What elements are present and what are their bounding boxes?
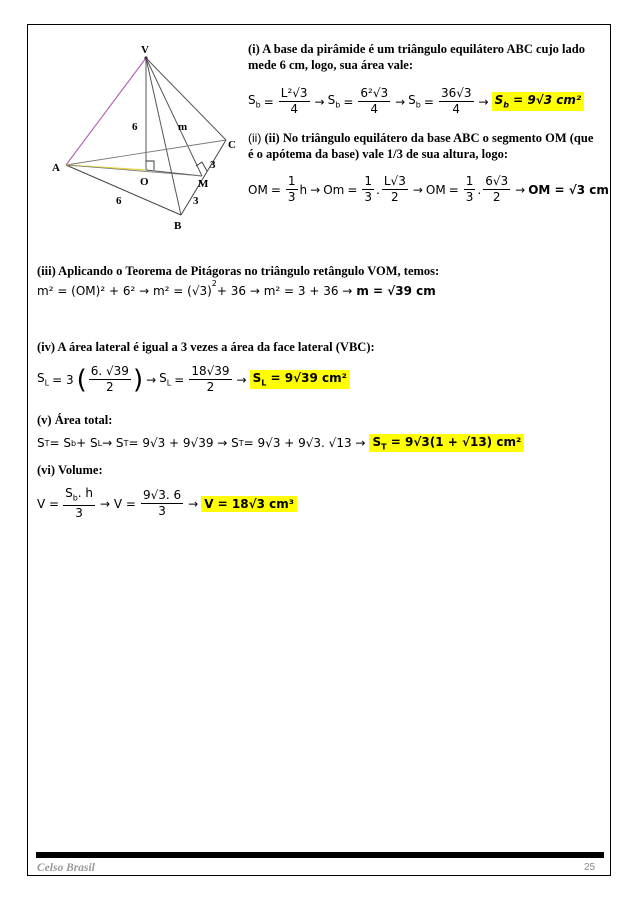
fraction-Lroot3-over-2: $\frac{L√3}{2}$: [383, 174, 406, 204]
label-m: m: [178, 121, 188, 133]
edge-VA: [66, 58, 146, 165]
sl-symbol: $S_L$: [159, 371, 172, 388]
section-iii-equation: [37, 278, 436, 298]
paren-close: ): [132, 364, 144, 395]
label-V: V: [141, 44, 149, 56]
sub-t: T: [238, 438, 244, 448]
fraction-6root39-over-2: $\frac{6. √39}{2}$: [90, 364, 129, 394]
section-iv-result: $S_L = 9√39$ cm²: [250, 370, 350, 388]
exponent: 2: [211, 278, 217, 288]
section-ii-result: OM = √3 cm: [528, 182, 609, 197]
arrow-v: → V =: [100, 496, 136, 511]
section-iii-text: (iii) Aplicando o Teorema de Pitágoras no triângulo retângulo VOM, temos:: [37, 264, 440, 278]
st-symbol: S: [37, 436, 45, 451]
fraction-L2root3-over-4: $\frac{\text{L²√3}}{4}$: [280, 86, 308, 116]
footer-author: Celso Brasil: [37, 862, 95, 874]
sub-t: T: [44, 438, 50, 448]
eq-part: + S: [76, 436, 98, 451]
section-ii-equation: OM = $\frac{1}{3}$ h → Om = $\frac{1}{3}$ . $\frac{L√3}{2}$ → OM = $\frac{1}{3}$ . $\frac{6√3}{2}$ → OM = √3 cm: [248, 174, 609, 204]
section-iii-result: m = √39 cm: [356, 284, 436, 298]
equals: =: [423, 94, 434, 109]
section-vi-text: (vi) Volume:: [37, 463, 103, 477]
equals-three: = 3: [52, 372, 74, 387]
section-i-equation: [248, 86, 584, 117]
sub-l: L: [97, 438, 103, 448]
label-O: O: [140, 176, 149, 188]
section-ii-text: [248, 130, 600, 162]
eq-part: → S: [102, 436, 124, 451]
arrow: →: [478, 94, 489, 109]
section-v-text: (v) Área total:: [37, 413, 113, 427]
paren-open: (: [76, 364, 87, 395]
section-i-text: (i) A base da pirâmide é um triângulo equilátero ABC cujo lado mede 6 cm, logo, sua área vale:: [248, 42, 585, 72]
vertex-V: [144, 56, 147, 59]
arrow: →: [314, 94, 325, 109]
fraction-18root39-over-2: $\frac{18√39}{2}$: [191, 364, 230, 394]
section-v-result: $S_T = 9√3(1 + √13)$ cm²: [369, 434, 524, 452]
edge-VM: [146, 58, 202, 176]
eq-part: = S: [49, 436, 72, 451]
label-C: C: [228, 139, 236, 151]
label-6-VO: 6: [132, 121, 138, 133]
v-symbol: V =: [37, 496, 60, 511]
edge-VB: [146, 58, 181, 215]
dot: .: [477, 182, 482, 197]
sb-symbol: $S_b$: [408, 93, 421, 110]
fraction-sbh-over-3: $\frac{S_b. h}{3}$: [65, 486, 94, 521]
fraction-6root3-over-2: $\frac{6√3}{2}$: [485, 174, 509, 204]
section-vi-result: V = 18√3 cm³: [201, 496, 297, 512]
section-iv-equation: $S_L$ = 3 ( $\frac{6. √39}{2}$ ) → $S_L$ = $\frac{18√39}{2}$ → $S_L = 9√39$ cm²: [37, 364, 350, 395]
sl-symbol: $S_L$: [37, 371, 50, 388]
label-B: B: [174, 220, 182, 232]
fraction-36root3-over-4: $\frac{36√3}{4}$: [440, 86, 472, 116]
right-angle-O: [146, 161, 154, 170]
fraction-62root3-over-4: $\frac{\text{6²√3}}{4}$: [360, 86, 389, 116]
section-ii-label: (ii): [248, 131, 262, 145]
section-i-result: $S_b = 9√3$ cm²: [492, 92, 585, 110]
label-3-MB: 3: [193, 195, 199, 207]
dot: .: [376, 182, 380, 197]
section-iii-eq-part1: m² = (OM)² + 6² → m² = (√3): [37, 284, 212, 298]
fraction-9root3-6-over-3: $\frac{9√3. 6}{3}$: [142, 488, 182, 519]
edge-AB: [66, 165, 181, 215]
arrow: →: [395, 94, 406, 109]
section-iv-text: (iv) A área lateral é igual a 3 vezes a área da face lateral (VBC):: [37, 340, 375, 354]
section-ii-body: (ii) No triângulo equilátero da base ABC o segmento OM (que é o apótema da base) vale 1/3 de sua altura, logo:: [248, 131, 594, 161]
om-symbol: OM: [425, 182, 446, 197]
section-vi-equation: V = $\frac{S_b. h}{3}$ → V = $\frac{9√3. 6}{3}$ → V = 18√3 cm³: [37, 486, 297, 521]
sb-symbol: $S_b$: [248, 93, 261, 110]
label-A: A: [52, 162, 60, 174]
label-3-MC: 3: [210, 159, 216, 171]
om-symbol: OM: [248, 182, 268, 197]
h-symbol: h: [299, 182, 308, 197]
equals: =: [263, 94, 274, 109]
sb-symbol: $S_b$: [327, 93, 341, 110]
equals: =: [343, 94, 354, 109]
fraction-1-over-3: $\frac{1}{3}$: [364, 174, 373, 204]
footer-bar: [36, 852, 604, 858]
section-v-equation: [37, 434, 524, 452]
label-6-AB: 6: [116, 195, 122, 207]
eq-part: = 9√3 + 9√3. √13 →: [243, 436, 366, 451]
page-number: 25: [584, 862, 596, 873]
sub-b: b: [71, 438, 77, 448]
sub-t: T: [123, 438, 129, 448]
om-symbol-2: Om: [323, 182, 345, 197]
fraction-1-over-3: $\frac{1}{3}$: [465, 174, 474, 204]
label-M: M: [198, 178, 209, 190]
section-iii-eq-part2: + 36 → m² = 3 + 36 →: [216, 284, 353, 298]
eq-part: = 9√3 + 9√39 → S: [128, 436, 239, 451]
fraction-1-over-3: $\frac{1}{3}$: [287, 174, 296, 204]
pyramid-figure: [50, 40, 245, 240]
